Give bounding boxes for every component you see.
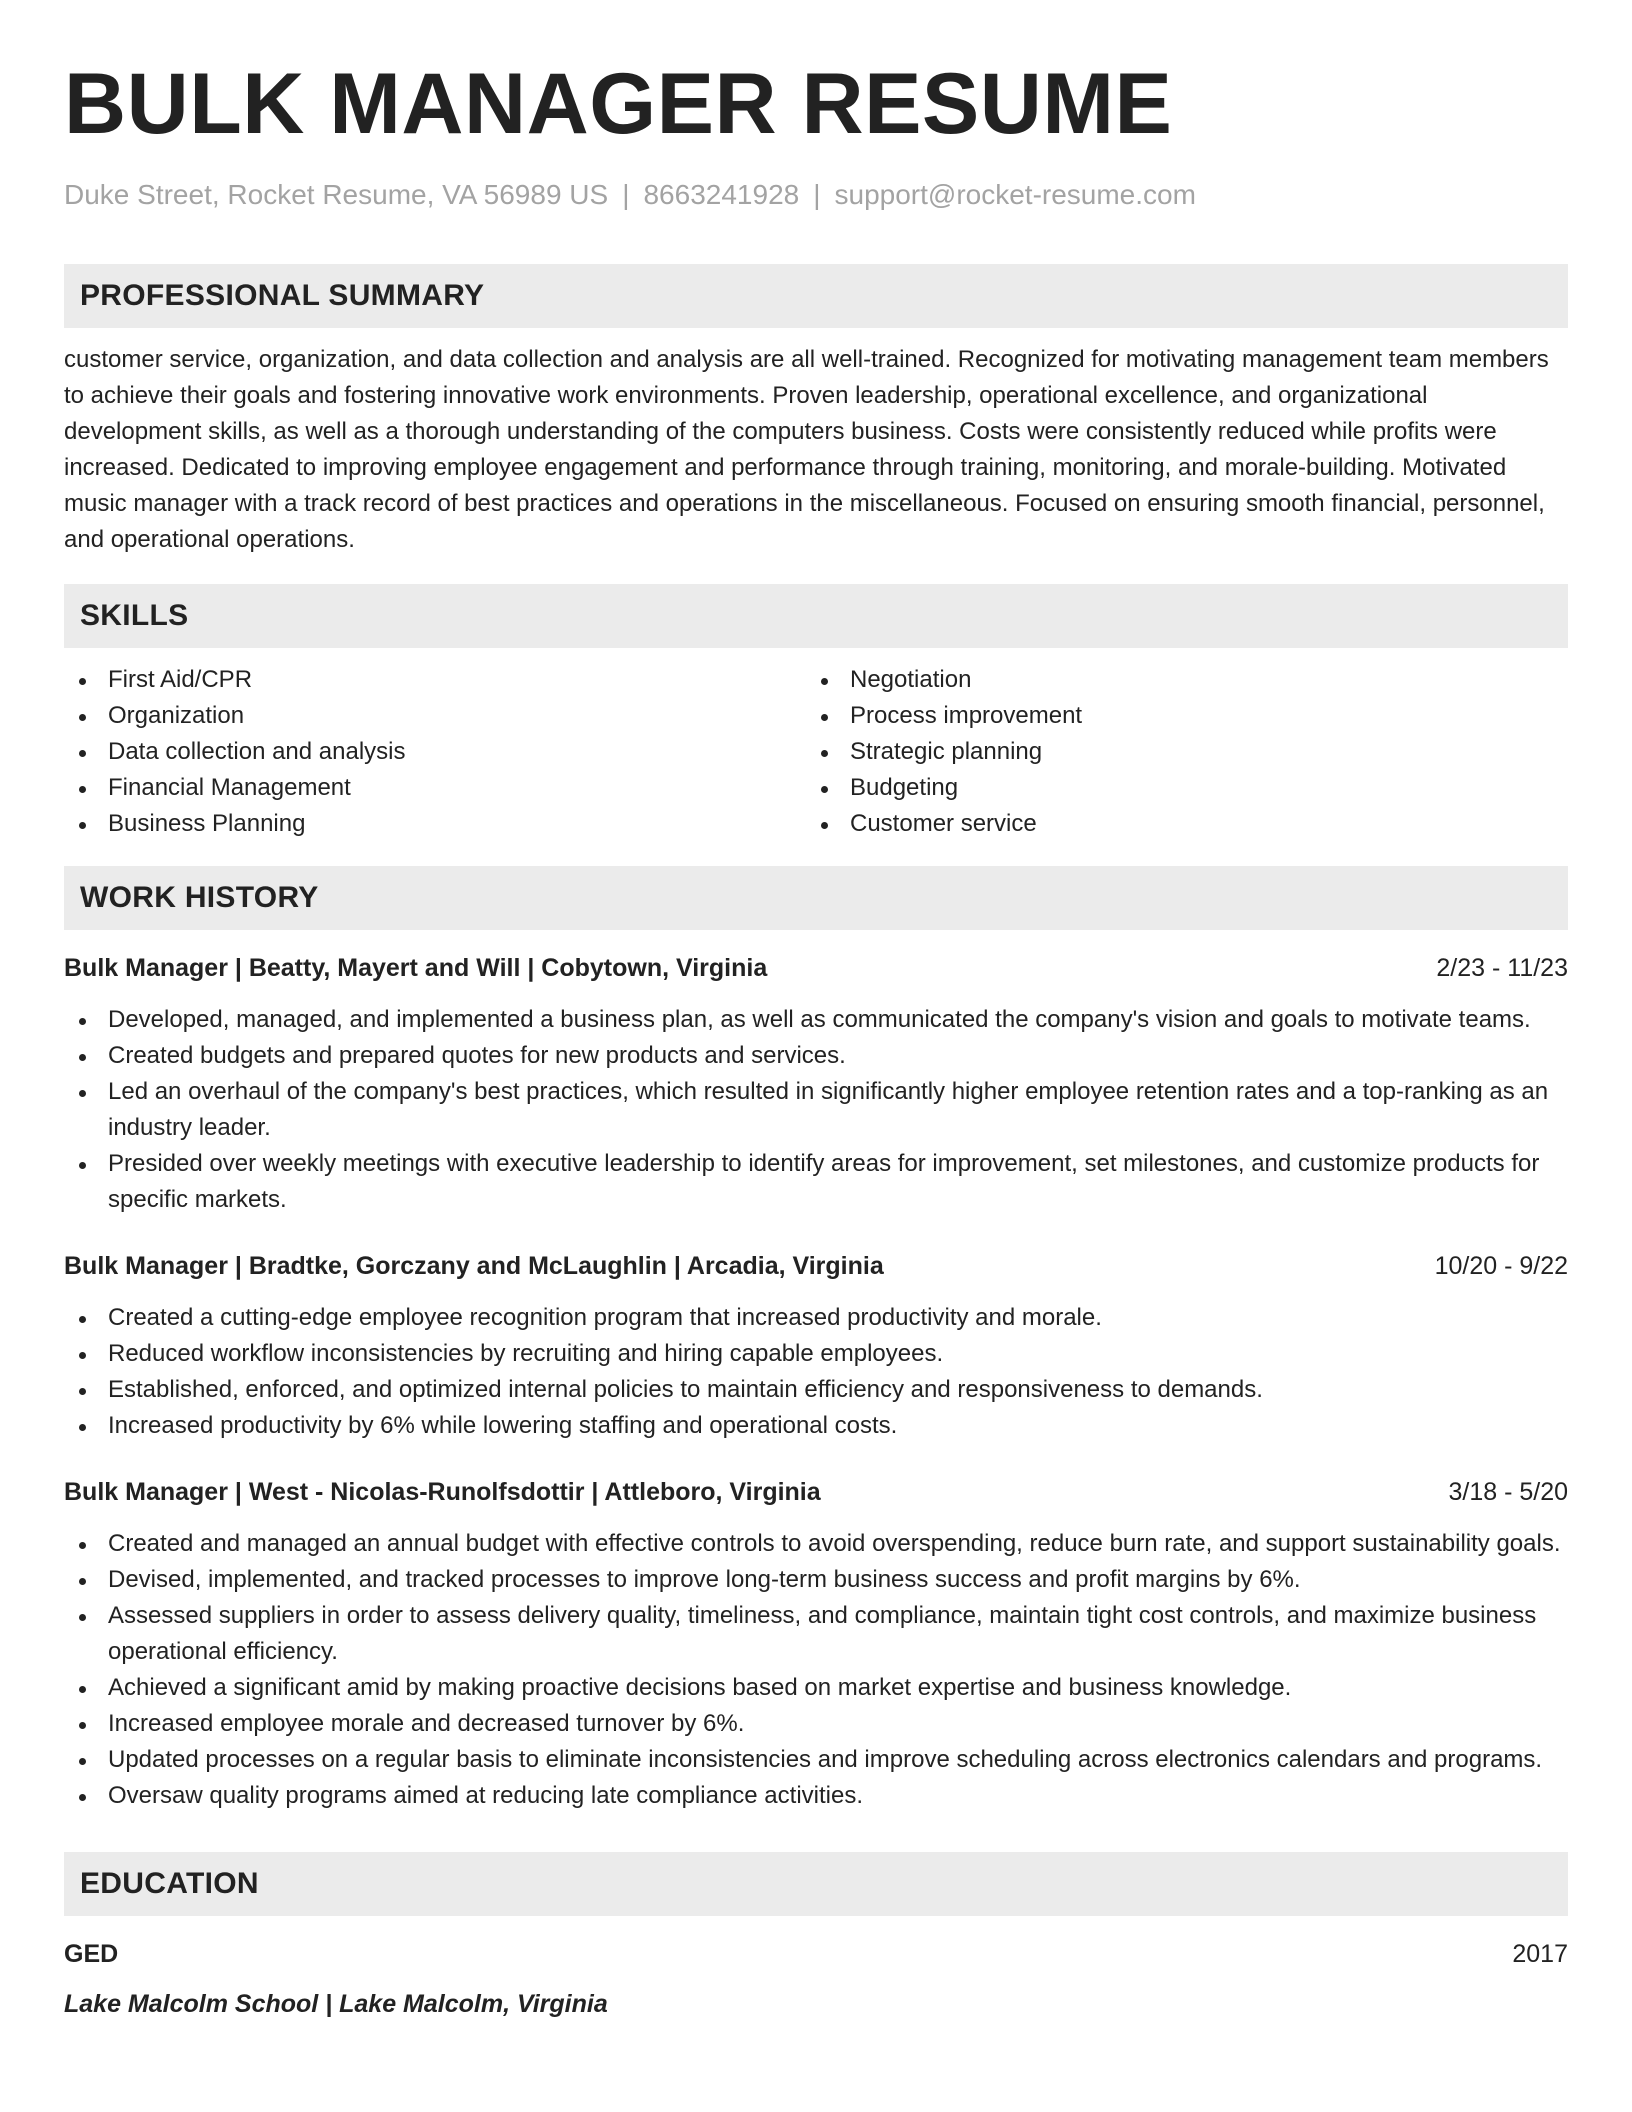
resume-title: BULK MANAGER RESUME <box>64 56 1173 152</box>
skills-column-right <box>806 662 1548 842</box>
job-entry <box>64 950 1568 1218</box>
job-header <box>64 1248 1568 1284</box>
skill-item: Process improvement <box>806 698 1548 734</box>
job-entry <box>64 1248 1568 1444</box>
contact-separator: | <box>622 179 630 210</box>
job-bullet: Achieved a significant amid by making proactive decisions based on market expertise and business knowledge. <box>64 1670 1568 1706</box>
job-bullet: Created and managed an annual budget with effective controls to avoid overspending, reduce burn rate, and support sustainability goals. <box>64 1526 1568 1562</box>
education-school: Lake Malcolm School | Lake Malcolm, Virginia <box>64 1990 608 2018</box>
job-bullet: Reduced workflow inconsistencies by recruiting and hiring capable employees. <box>64 1336 1568 1372</box>
job-dates: 10/20 - 9/22 <box>1434 1252 1568 1280</box>
contact-separator: | <box>813 179 821 210</box>
contact-address: Duke Street, Rocket Resume, VA 56989 US <box>64 179 609 210</box>
job-bullet: Increased employee morale and decreased turnover by 6%. <box>64 1706 1568 1742</box>
education-entry <box>64 1936 1568 1972</box>
summary-text: customer service, organization, and data collection and analysis are all well-trained. Recognized for motivating management team members to achieve their goals and fostering innovative work environments. Proven leadership, operational excellence, and organizational development skills, as well as a thorough understanding of the computers business. Costs were consistently reduced while profits were increased. Dedicated to improving employee engagement and performance through training, monitoring, and morale-building. Motivated music manager with a track record of best practices and operations in the miscellaneous. Focused on ensuring smooth financial, personnel, and operational operations. <box>64 346 1549 553</box>
skill-item: Data collection and analysis <box>64 734 806 770</box>
skill-item: Negotiation <box>806 662 1548 698</box>
education-degree: GED <box>64 1940 119 1968</box>
job-header <box>64 950 1568 986</box>
job-bullet: Assessed suppliers in order to assess delivery quality, timeliness, and compliance, maintain tight cost controls, and maximize business operational efficiency. <box>64 1598 1568 1670</box>
skill-item: Organization <box>64 698 806 734</box>
job-bullet: Increased productivity by 6% while lowering staffing and operational costs. <box>64 1408 1568 1444</box>
job-bullet-list <box>64 1526 1568 1814</box>
contact-phone: 8663241928 <box>643 179 800 210</box>
job-bullet: Created a cutting-edge employee recognition program that increased productivity and morale. <box>64 1300 1568 1336</box>
job-bullet: Developed, managed, and implemented a business plan, as well as communicated the company's vision and goals to motivate teams. <box>64 1002 1568 1038</box>
contact-email[interactable]: support@rocket-resume.com <box>834 179 1196 210</box>
job-title: Bulk Manager | West - Nicolas-Runolfsdottir | Attleboro, Virginia <box>64 1478 821 1506</box>
skill-item: Business Planning <box>64 806 806 842</box>
job-bullet: Oversaw quality programs aimed at reducing late compliance activities. <box>64 1778 1568 1814</box>
skill-item: Budgeting <box>806 770 1548 806</box>
job-dates: 2/23 - 11/23 <box>1436 954 1568 982</box>
section-heading-skills: SKILLS <box>64 584 1568 648</box>
education-year: 2017 <box>1512 1940 1568 1968</box>
job-bullet: Created budgets and prepared quotes for new products and services. <box>64 1038 1568 1074</box>
skill-item: First Aid/CPR <box>64 662 806 698</box>
job-bullet: Led an overhaul of the company's best practices, which resulted in significantly higher employee retention rates and a top-ranking as an industry leader. <box>64 1074 1568 1146</box>
job-bullet: Devised, implemented, and tracked processes to improve long-term business success and profit margins by 6%. <box>64 1562 1568 1598</box>
job-bullet-list <box>64 1002 1568 1218</box>
section-heading-summary: PROFESSIONAL SUMMARY <box>64 264 1568 328</box>
job-bullet: Presided over weekly meetings with executive leadership to identify areas for improvement, set milestones, and customize products for specific markets. <box>64 1146 1568 1218</box>
contact-line <box>64 178 1568 212</box>
job-header <box>64 1474 1568 1510</box>
section-heading-work-history: WORK HISTORY <box>64 866 1568 930</box>
section-heading-education: EDUCATION <box>64 1852 1568 1916</box>
skill-item: Customer service <box>806 806 1548 842</box>
skills-list <box>64 662 1568 842</box>
skills-column-left <box>64 662 806 842</box>
job-title: Bulk Manager | Bradtke, Gorczany and McLaughlin | Arcadia, Virginia <box>64 1252 884 1280</box>
job-bullet-list <box>64 1300 1568 1444</box>
job-title: Bulk Manager | Beatty, Mayert and Will | Cobytown, Virginia <box>64 954 768 982</box>
skill-item: Strategic planning <box>806 734 1548 770</box>
job-entry <box>64 1474 1568 1814</box>
resume-page <box>64 56 1568 2022</box>
skill-item: Financial Management <box>64 770 806 806</box>
job-bullet: Established, enforced, and optimized internal policies to maintain efficiency and responsiveness to demands. <box>64 1372 1568 1408</box>
job-bullet: Updated processes on a regular basis to eliminate inconsistencies and improve scheduling across electronics calendars and programs. <box>64 1742 1568 1778</box>
job-dates: 3/18 - 5/20 <box>1448 1478 1568 1506</box>
